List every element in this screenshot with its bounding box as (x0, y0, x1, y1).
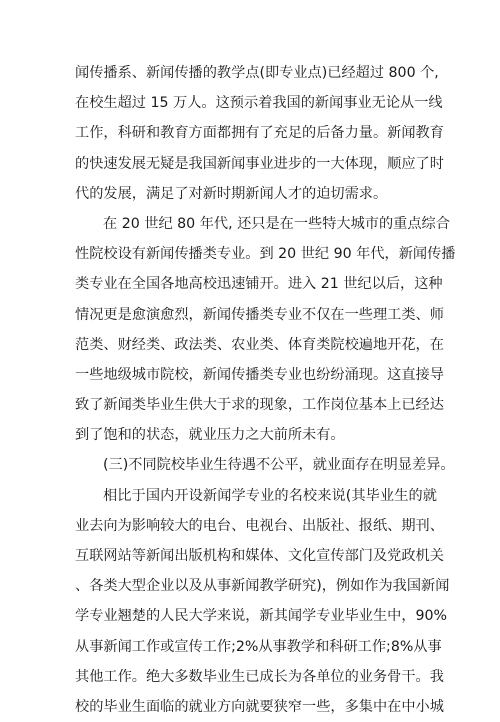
text-line: 工作，科研和教育方面都拥有了充足的后备力量。新闻教育 (75, 125, 444, 142)
text-line: 业去向为影响较大的电台、电视台、出版社、报纸、期刊、 (75, 517, 444, 534)
text-line: 其他工作。绝大多数毕业生已成长为各单位的业务骨干。我 (75, 668, 444, 685)
text-line: 在 20 世纪 80 年代, 还只是在一些特大城市的重点综合 (103, 215, 450, 232)
text-line: (三)不同院校毕业生待遇不公平，就业面存在明显差异。 (103, 457, 455, 474)
text-line: 性院校设有新闻传播类专业。到 20 世纪 90 年代，新闻传播 (75, 246, 456, 263)
text-line: 互联网站等新闻出版机构和媒体、文化宣传部门及党政机关 (75, 548, 444, 564)
text-line: 从事新闻工作或宣传工作;2%从事教学和科研工作;8%从事 (75, 638, 442, 655)
text-line: 相比于国内开设新闻学专业的名校来说(其毕业生的就 (103, 487, 437, 504)
text-line: 学专业翘楚的人民大学来说，新其闻学专业毕业生中，90% (75, 608, 448, 625)
text-line: 校的毕业生面临的就业方向就要狭窄一些，多集中在中小城 (75, 698, 444, 715)
text-line: 到了饱和的状态，就业压力之大前所未有。 (75, 427, 345, 444)
text-line: 致了新闻类毕业生供大于求的现象，工作岗位基本上已经达 (75, 397, 444, 414)
text-line: 一些地级城市院校，新闻传播类专业也纷纷涌现。这直接导 (75, 366, 444, 383)
text-line: 代的发展，满足了对新时期新闻人才的迫切需求。 (75, 185, 388, 202)
text-line: 范类、财经类、政法类、农业类、体育类院校遍地开花，在 (75, 336, 444, 353)
text-line: 的快速发展无疑是我国新闻事业进步的一大体现，顺应了时 (75, 155, 444, 172)
text-line: 类专业在全国各地高校迅速铺开。进入 21 世纪以后，这种 (75, 276, 443, 293)
text-line: 情况更是愈演愈烈，新闻传播类专业不仅在一些理工类、师 (75, 306, 444, 323)
text-line: 闻传播系、新闻传播的教学点(即专业点)已经超过 800 个, (75, 65, 439, 81)
text-line: 、各类大型企业以及从事新闻教学研究)，例如作为我国新闻 (75, 578, 450, 595)
text-line: 在校生超过 15 万人。这预示着我国的新闻事业无论从一线 (75, 95, 443, 112)
body-text (75, 58, 456, 722)
